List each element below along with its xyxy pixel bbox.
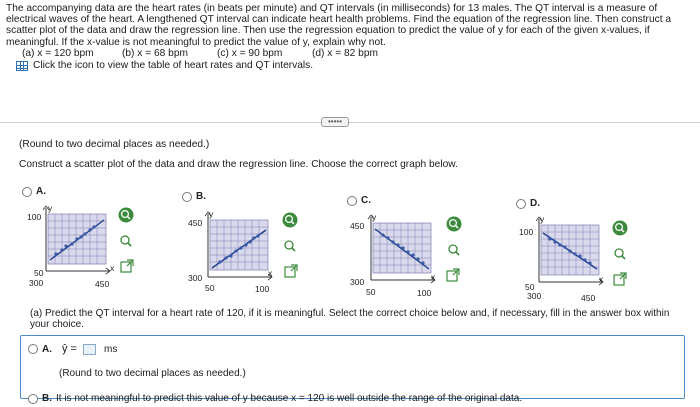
choice-b-text: It is not meaningful to predict this value of y because x = 120 is well outside the range of the original data. [56, 393, 523, 404]
option-label: C. [361, 195, 371, 206]
expand-button[interactable]: ••••• [321, 117, 349, 127]
x-tick-left: 300 [29, 278, 44, 288]
y-tick-top: 100 [519, 227, 534, 237]
y-tick-top: 450 [350, 221, 365, 231]
choice-a-round-note: (Round to two decimal places as needed.) [59, 368, 246, 379]
graph-option-a[interactable] [22, 186, 46, 197]
x-values-list [22, 48, 694, 59]
y-axis-label: y [48, 203, 53, 213]
radio-button[interactable] [28, 344, 38, 354]
x-axis-label: x [431, 272, 436, 282]
zoom-in-icon[interactable] [282, 212, 298, 228]
graph-option-d[interactable] [516, 198, 540, 209]
radio-button[interactable] [347, 196, 357, 206]
zoom-in-icon[interactable] [612, 220, 628, 236]
x-tick-right: 450 [581, 293, 596, 303]
x-tick-right: 100 [417, 288, 432, 298]
expand-graph-icon[interactable] [284, 264, 298, 278]
instruction: Construct a scatter plot of the data and draw the regression line. Choose the correct graph below. [19, 159, 458, 170]
answer-choice-a[interactable] [28, 343, 117, 355]
problem-line: meaningful. If the x-value is not meaningful to predict the value of y, explain why not. [6, 36, 386, 48]
y-tick-top: 450 [188, 218, 203, 228]
y-tick-bottom: 50 [34, 268, 44, 278]
x-value-c: (c) x = 90 bpm [217, 47, 283, 59]
expand-graph-icon[interactable] [120, 259, 134, 273]
choice-label: A. [42, 343, 52, 355]
radio-button[interactable] [28, 394, 38, 404]
y-axis-label: y [372, 212, 377, 222]
radio-button[interactable] [22, 187, 32, 197]
zoom-out-icon[interactable] [612, 246, 628, 262]
zoom-out-icon[interactable] [446, 242, 462, 258]
zoom-out-icon[interactable] [282, 238, 298, 254]
answer-choice-b[interactable] [28, 393, 522, 404]
zoom-in-icon[interactable] [118, 207, 134, 223]
answer-choices-box [20, 335, 685, 399]
y-hat-label: ŷ = [62, 343, 77, 355]
radio-button[interactable] [182, 192, 192, 202]
x-axis-label: x [110, 263, 115, 273]
option-label: B. [196, 191, 206, 202]
round-note: (Round to two decimal places as needed.) [19, 139, 210, 150]
problem-line: electrical waves of the heart. A lengthened QT interval can indicate heart health problems. Find the equation of the regression line. Then construct a [6, 14, 672, 26]
x-value-a: (a) x = 120 bpm [22, 47, 94, 59]
y-axis-label: y [540, 214, 545, 224]
answer-input[interactable] [83, 344, 96, 355]
problem-line: scatter plot of the data and draw the regression line. Then use the regression equation to predict the value of y for each of the given x-values, if [6, 25, 650, 37]
choice-label: B. [42, 393, 52, 404]
option-label: D. [530, 198, 540, 209]
x-value-b: (b) x = 68 bpm [122, 47, 188, 59]
x-tick-left: 300 [527, 291, 542, 301]
table-icon[interactable] [16, 61, 28, 71]
x-value-d: (d) x = 82 bpm [312, 47, 378, 59]
plot-area [48, 214, 106, 264]
data-table-link[interactable] [16, 60, 694, 71]
zoom-out-icon[interactable] [118, 233, 134, 249]
problem-line: The accompanying data are the heart rates (in beats per minute) and QT intervals (in milliseconds) for 13 males. The QT interval is a measure of [6, 3, 658, 14]
x-tick-left: 50 [205, 283, 215, 293]
y-tick-bottom: 50 [525, 282, 535, 292]
part-a-question: (a) Predict the QT interval for a heart rate of 120, if it is meaningful. Select the correct choice below and, if necessary, fill in the answer box within your choice. [30, 308, 670, 330]
graph-option-c[interactable] [347, 195, 371, 206]
x-tick-right: 450 [95, 279, 110, 289]
y-tick-bottom: 300 [350, 277, 365, 287]
section-divider [0, 122, 700, 123]
expand-graph-icon[interactable] [613, 272, 627, 286]
y-tick-top: 100 [27, 212, 42, 222]
x-axis-label: x [599, 274, 604, 284]
y-axis-label: y [209, 209, 214, 219]
expand-graph-icon[interactable] [446, 268, 460, 282]
y-tick-bottom: 300 [188, 273, 203, 283]
problem-statement [6, 3, 694, 71]
x-tick-left: 50 [366, 287, 376, 297]
scatter-graph-a [40, 206, 120, 276]
unit-label: ms [103, 343, 118, 355]
graph-option-b[interactable] [182, 191, 206, 202]
option-label: A. [36, 186, 46, 197]
radio-button[interactable] [516, 199, 526, 209]
x-tick-right: 100 [255, 284, 270, 294]
zoom-in-icon[interactable] [446, 216, 462, 232]
x-axis-label: x [268, 268, 273, 278]
data-table-link-label: Click the icon to view the table of heart rates and QT intervals. [33, 60, 314, 72]
